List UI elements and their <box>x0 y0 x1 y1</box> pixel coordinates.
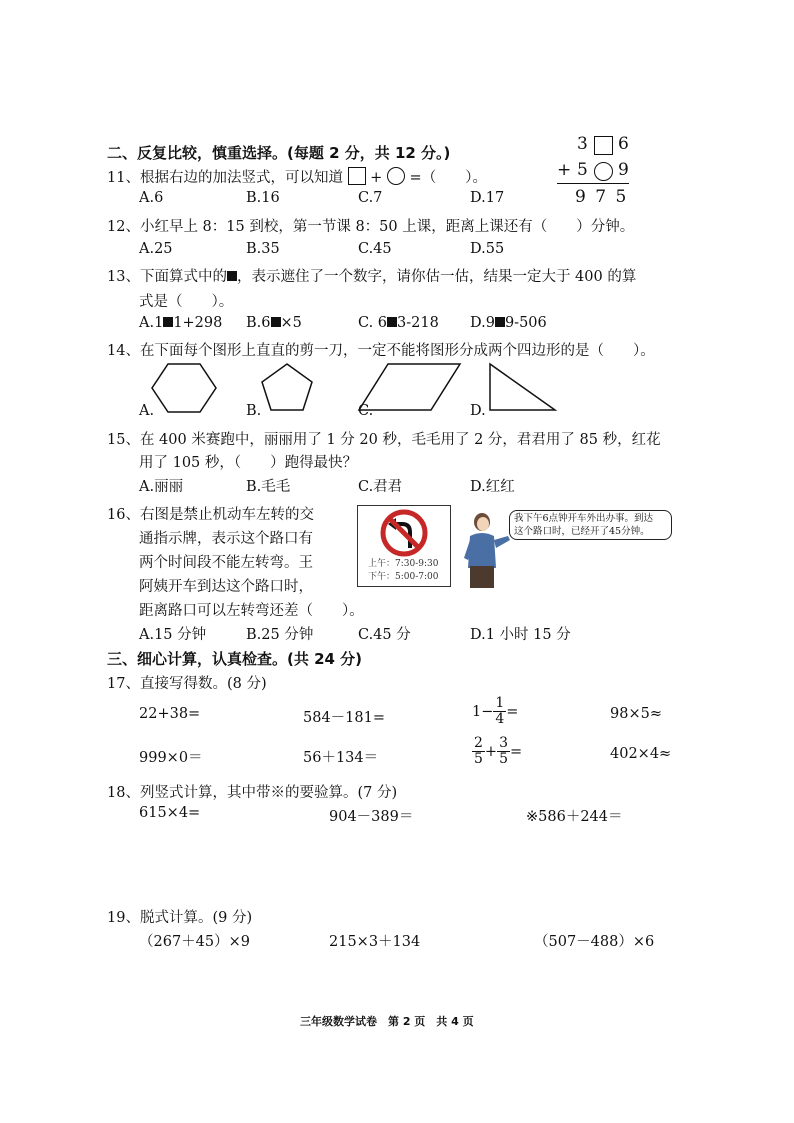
q17-item-3: 1− $\frac{1}{4}$ = <box>472 695 519 728</box>
q19-title: 19、脱式计算。(9 分) <box>107 910 253 926</box>
q16-option-b: B.25 分钟 <box>246 627 314 643</box>
sign-pm-hours: 下午：5:00-7:00 <box>368 572 439 582</box>
q15-option-d: D.红红 <box>470 479 515 495</box>
q14-option-a: A. <box>139 403 155 419</box>
q14-option-c: C. <box>358 403 374 419</box>
page-footer: 三年级数学试卷 第 2 页 共 4 页 <box>300 1015 474 1028</box>
q16-line3: 两个时间段不能左转弯。王 <box>139 555 313 571</box>
square-symbol <box>348 167 366 185</box>
q18-item-3: ※586＋244＝ <box>526 809 623 825</box>
q18-item-2: 904－389＝ <box>329 809 414 825</box>
q12-option-c: C.45 <box>358 241 392 257</box>
hidden-digit-icon <box>495 317 505 327</box>
addend2-hundreds: 5 <box>577 160 588 180</box>
q18-title: 18、列竖式计算，其中带※的要验算。(7 分) <box>107 785 398 801</box>
q11-option-a: A.6 <box>139 190 164 206</box>
woman-figure <box>458 510 516 590</box>
hidden-digit-icon <box>271 317 281 327</box>
unknown-square <box>594 136 613 155</box>
parallelogram-shape <box>359 364 460 410</box>
fraction-1-4: $\frac{1}{4}$ <box>495 695 505 728</box>
q16-line1: 16、右图是禁止机动车左转的交 <box>107 507 314 523</box>
q15-option-a: A.丽丽 <box>139 479 184 495</box>
q11-stem <box>107 166 487 187</box>
q19-item-2: 215×3＋134 <box>329 934 421 950</box>
q18-item-1: 615×4= <box>139 805 201 821</box>
q16-line2: 通指示牌，表示这个路口有 <box>139 531 313 547</box>
q16-option-c: C.45 分 <box>358 627 411 643</box>
q13-option-d: D.9 9-506 <box>470 315 547 331</box>
q13-option-a: A.1 1+298 <box>139 315 223 331</box>
q13-text-post: ，表示遮住了一个数字，请你估一估，结果一定大于 400 的算 <box>236 269 637 285</box>
sum-line <box>557 183 629 184</box>
q11-text: 11、根据右边的加法竖式，可以知道 <box>107 170 343 186</box>
pentagon-shape <box>262 364 312 410</box>
q17-item-8: 402×4≈ <box>610 746 672 762</box>
q14-stem: 14、在下面每个图形上直直的剪一刀，一定不能将图形分成两个四边形的是（ ）。 <box>107 343 655 359</box>
q17-title: 17、直接写得数。(8 分) <box>107 676 267 692</box>
q19-item-3: （507－488）×6 <box>534 934 655 950</box>
q12-stem: 12、小红早上 8：15 到校，第一节课 8：50 上课，距离上课还有（ ）分钟。 <box>107 219 635 235</box>
speech-bubble <box>509 510 672 540</box>
q16-option-a: A.15 分钟 <box>139 627 207 643</box>
q13-stem-line2: 式是（ ）。 <box>139 294 234 310</box>
circle-symbol <box>387 167 405 185</box>
hidden-digit-icon <box>387 317 397 327</box>
q15-option-c: C.君君 <box>358 479 403 495</box>
q11-option-d: D.17 <box>470 190 505 206</box>
hexagon-shape <box>152 364 216 412</box>
q11-plus: + <box>370 170 383 186</box>
section-2-title: 二、反复比较，慎重选择。(每题 2 分，共 12 分。) <box>107 144 451 162</box>
q16-option-d: D.1 小时 15 分 <box>470 627 571 643</box>
q16-line5: 距离路口可以左转弯还差（ ）。 <box>139 603 364 619</box>
no-left-turn-sign <box>357 505 451 587</box>
hidden-digit-icon <box>227 271 237 281</box>
q13-stem-line1 <box>107 265 636 286</box>
q11-option-b: B.16 <box>246 190 280 206</box>
sign-am-hours: 上午：7:30-9:30 <box>368 559 439 569</box>
fraction-3-5: $\frac{3}{5}$ <box>499 735 508 768</box>
q19-item-1: （267＋45）×9 <box>139 934 251 950</box>
plus-sign: + <box>557 160 572 180</box>
q15-stem-line2: 用了 105 秒，（ ）跑得最快？ <box>139 455 358 471</box>
q13-text-pre: 13、下面算式中的 <box>107 269 227 285</box>
addend1-hundreds: 3 <box>577 134 588 154</box>
q17-item-1: 22+38= <box>139 706 201 722</box>
sum: 9 7 5 <box>575 187 627 207</box>
vertical-addition <box>557 134 637 209</box>
hidden-digit-icon <box>163 317 173 327</box>
q11-blank: =（ ）。 <box>409 170 487 186</box>
q17-item-4: 98×5≈ <box>610 706 662 722</box>
q16-line4: 阿姨开车到达这个路口时， <box>139 579 313 595</box>
q12-option-d: D.55 <box>470 241 505 257</box>
section-3-title: 三、细心计算，认真检查。(共 24 分) <box>107 650 363 668</box>
q15-stem-line1: 15、在 400 米赛跑中，丽丽用了 1 分 20 秒，毛毛用了 2 分，君君用了 85 秒，红花 <box>107 432 661 448</box>
q17-item-6: 56＋134＝ <box>303 750 379 766</box>
unknown-circle <box>594 162 613 181</box>
q11-option-c: C.7 <box>358 190 383 206</box>
q17-item-5: 999×0＝ <box>139 750 203 766</box>
no-left-turn-icon <box>358 508 450 558</box>
q14-option-d: D. <box>470 403 486 419</box>
addend1-ones: 6 <box>618 134 629 154</box>
q13-option-c: C. 6 3-218 <box>358 315 439 331</box>
q12-option-a: A.25 <box>139 241 173 257</box>
bubble-line1: 我下午6点钟开车外出办事。到达 <box>514 513 654 524</box>
q17-item-7: $\frac{2}{5}$ + $\frac{3}{5}$ = <box>474 735 523 768</box>
q17-item-2: 584－181= <box>303 710 386 726</box>
right-triangle-shape <box>490 364 555 410</box>
q13-option-b: B.6 ×5 <box>246 315 302 331</box>
addend2-ones: 9 <box>618 160 629 180</box>
q15-option-b: B.毛毛 <box>246 479 291 495</box>
q12-option-b: B.35 <box>246 241 280 257</box>
bubble-line2: 这个路口时，已经开了45分钟。 <box>514 526 650 537</box>
q14-option-b: B. <box>246 403 262 419</box>
fraction-2-5: $\frac{2}{5}$ <box>474 735 483 768</box>
